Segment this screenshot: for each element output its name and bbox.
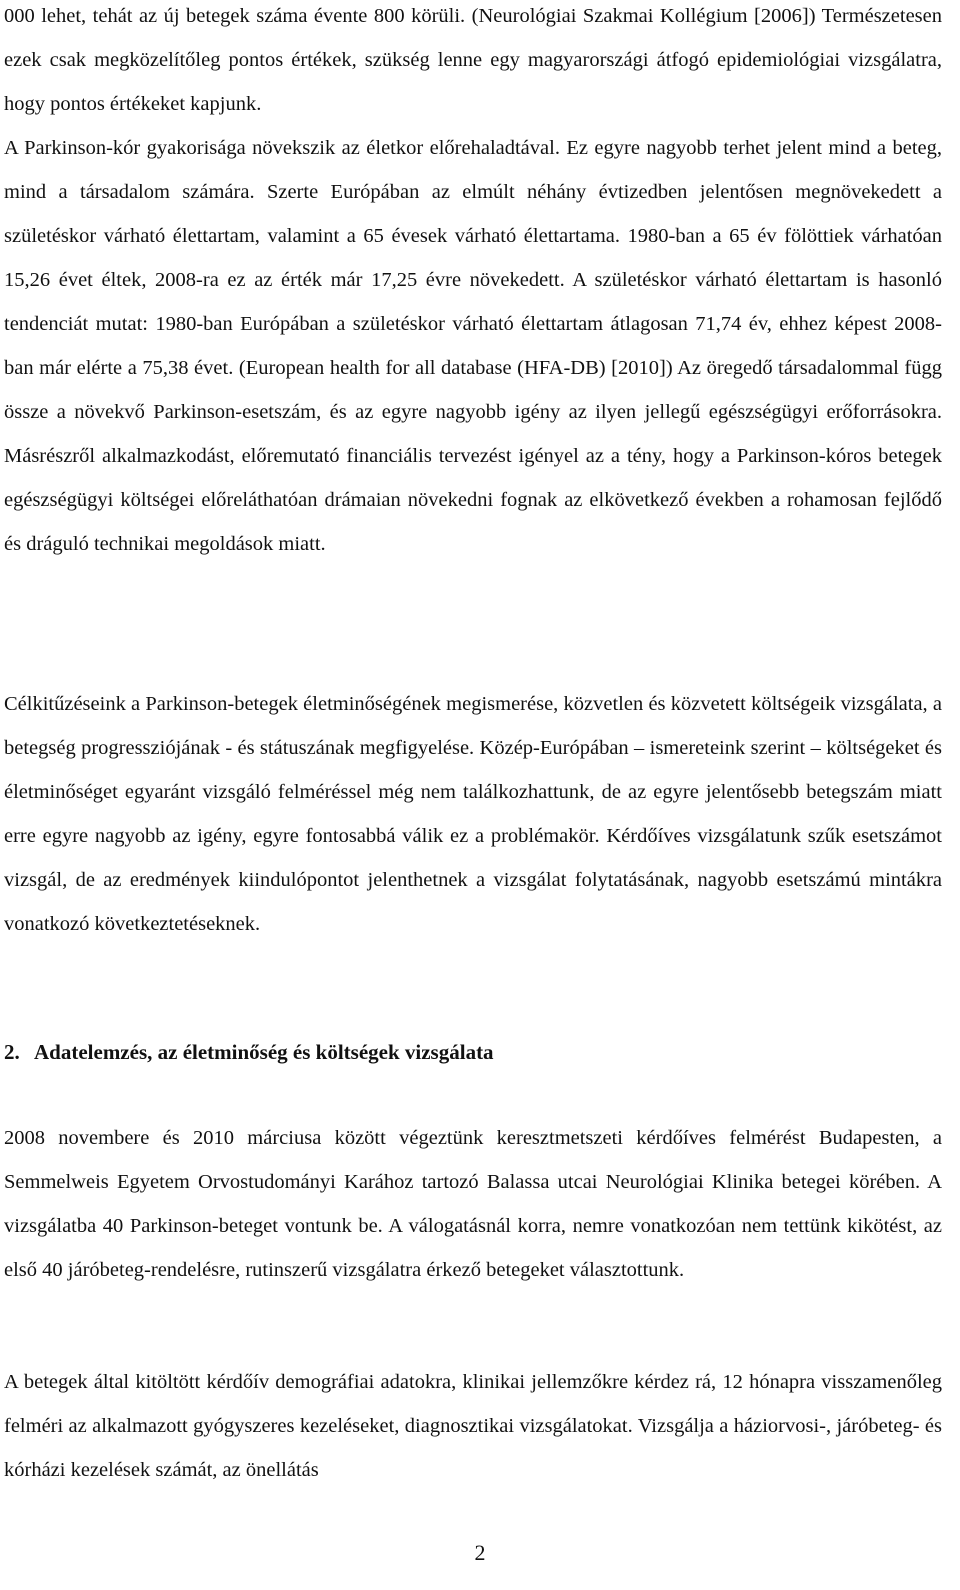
page-number: 2 [474,1540,486,1565]
paragraph-methods: 2008 novembere és 2010 márciusa között végeztünk keresztmetszeti kérdőíves felmérést Budapesten, a Semmelweis Egyetem Orvostudományi Karához tartozó Balassa utcai Neurológiai Klinika betegei körében. A vizsgálatba 40 Parkinson-beteget vontunk be. A válogatásnál korra, nemre vonatkozóan nem tettünk kikötést, az első 40 járóbeteg-rendelésre, rutinszerű vizsgálatra érkező betegeket választottunk. [4,1127,942,1281]
paragraph-objectives: Célkitűzéseink a Parkinson-betegek életminőségének megismerése, közvetlen és közvetett költségeik vizsgálata, a betegség progressziójának - és státuszának megfigyelése. Közép-Európában – ismereteink szerint – költségeket és életminőséget egyaránt vizsgáló felméréssel még nem találkozhattunk, de az egyre jelentősebb betegszám miatt erre egyre nagyobb az igény, egyre fontosabbá válik ez a problémakör. Kérdőíves vizsgálatunk szűk esetszámot vizsgál, de az eredmények kiindulópontot jelenthetnek a vizsgálat folytatásának, nagyobb esetszámú mintákra vonatkozó következtetéseknek. [4,693,942,935]
section-title: Adatelemzés, az életminőség és költségek vizsgálata [34,1040,494,1064]
paragraph-questionnaire: A betegek által kitöltött kérdőív demográfiai adatokra, klinikai jellemzőkre kérdez rá, 12 hónapra visszamenőleg felméri az alkalmazott gyógyszeres kezeléseket, diagnosztikai vizsgálatokat. Vizsgálja a háziorvosi-, járóbeteg- és kórházi kezelések számát, az önellátás [4,1371,942,1481]
section-number: 2. [4,1040,20,1064]
section-heading [4,1030,942,1074]
paragraph-epidemiology: 000 lehet, tehát az új betegek száma évente 800 körüli. (Neurológiai Szakmai Kollégium [2006]) Természetesen ezek csak megközelítőleg pontos értékek, szükség lenne egy magyarországi átfogó epidemiológiai vizsgálatra, hogy pontos értékeket kapjunk. [4,5,942,115]
paragraph-prevalence: A Parkinson-kór gyakorisága növekszik az életkor előrehaladtával. Ez egyre nagyobb terhet jelent mind a beteg, mind a társadalom számára. Szerte Európában az elmúlt néhány évtizedben jelentősen megnövekedett a születéskor várható élettartam, valamint a 65 évesek várható élettartama. 1980-ban a 65 év fölöttiek várhatóan 15,26 évet éltek, 2008-ra ez az érték már 17,25 évre növekedett. A születéskor várható élettartam is hasonló tendenciát mutat: 1980-ban Európában a születéskor várható élettartam átlagosan 71,74 év, ehhez képest 2008-ban már elérte a 75,38 évet. (European health for all database (HFA-DB) [2010]) Az öregedő társadalommal függ össze a növekvő Parkinson-esetszám, és az egyre nagyobb igény az ilyen jellegű egészségügyi erőforrásokra. Másrészről alkalmazkodást, előremutató financiális tervezést igényel az a tény, hogy a Parkinson-kóros betegek egészségügyi költségei előreláthatóan drámaian növekedni fognak az elkövetkező években a rohamosan fejlődő és dráguló technikai megoldások miatt. [4,137,942,555]
